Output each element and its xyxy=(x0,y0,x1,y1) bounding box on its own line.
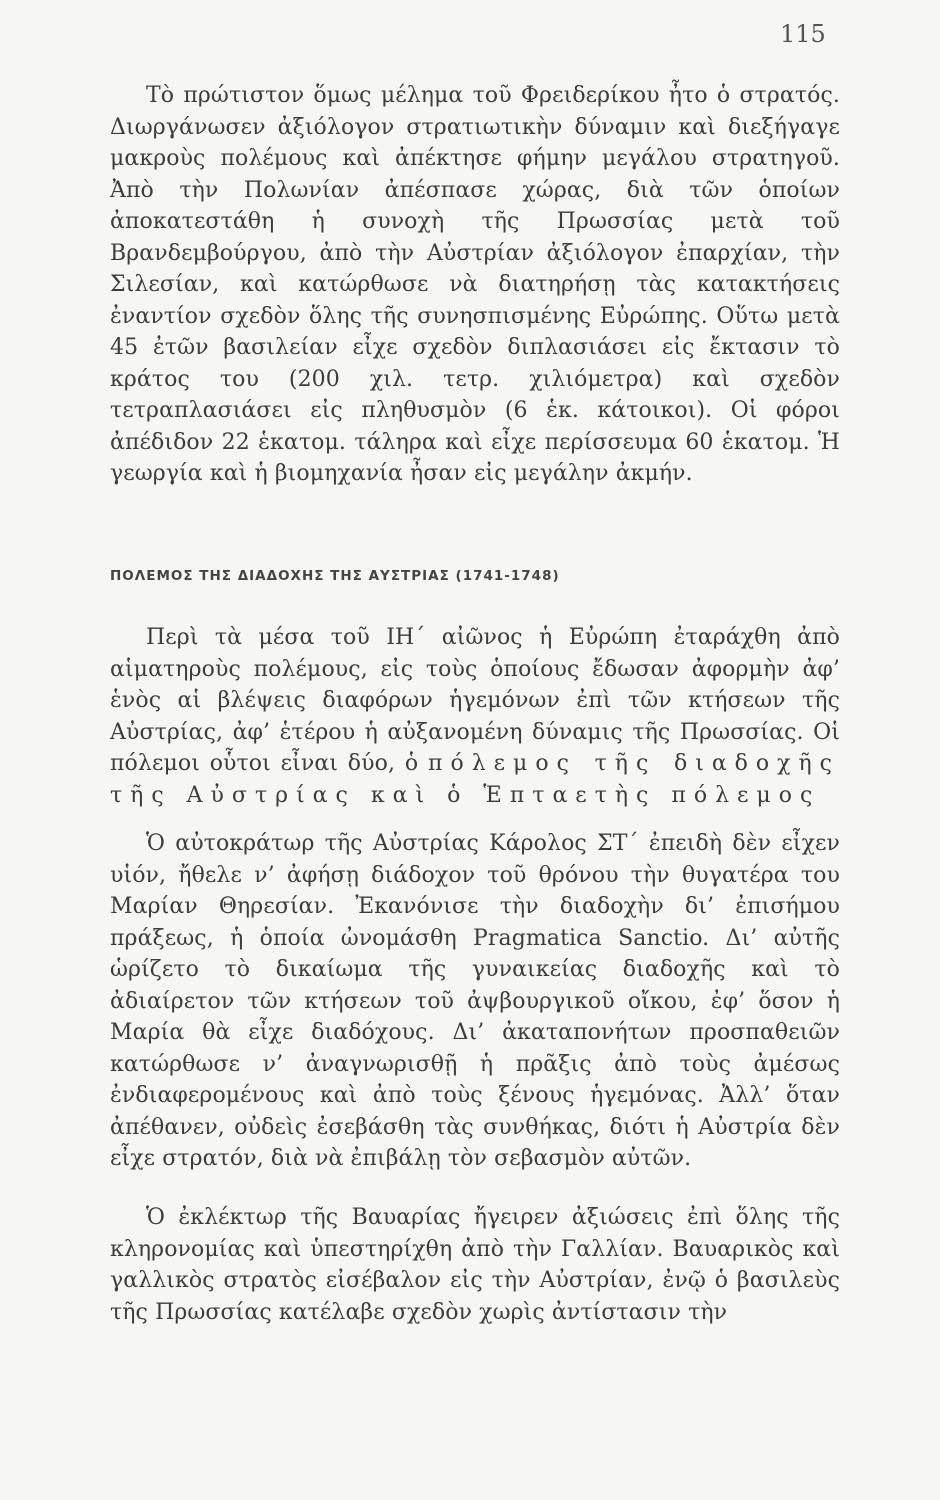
paragraph-text: Ὁ αὐτοκράτωρ τῆς Αὐστρίας Κάρολος ΣΤ΄ ἐπειδὴ δὲν εἶχεν υἱόν, ἤθελε ν’ ἀφήσῃ διάδοχον τοῦ θρόνου τὴν θυγατέρα του Μαρίαν Θηρεσίαν. Ἐκανόνισε τὴν διαδοχὴν δι’ ἐπισήμου πράξεως, ἡ ὁποία ὠνομάσθη Pragmatica Sanctio. Δι’ αὐτῆς ὡρίζετο τὸ δικαίωμα τῆς γυναικείας διαδοχῆς καὶ τὸ ἀδιαίρετον τῶν κτήσεων τοῦ ἀψβουργικοῦ οἴκου, ἐφ’ ὅσον ἡ Μαρία θὰ εἶχε διαδόχους. Δι’ ἀκαταπονήτων προσπαθειῶν κατώρθωσε ν’ ἀναγνωρισθῇ ἡ πρᾶξις ἀπὸ τοὺς ἀμέσως ἐνδιαφερομένους καὶ ἀπὸ τοὺς ξένους ἡγεμόνας. Ἀλλ’ ὅταν ἀπέθανεν, οὐδεὶς ἐσεβάσθη τὰς συνθήκας, διότι ἡ Αὐστρία δὲν εἶχε στρατόν, διὰ νὰ ἐπιβάλῃ τὸν σεβασμὸν αὐτῶν. xyxy=(110,831,840,1171)
paragraph-text: Τὸ πρώτιστον ὅμως μέλημα τοῦ Φρειδερίκου ἦτο ὁ στρατός. Διωργάνωσεν ἀξιόλογον στρατιωτικὴν δύναμιν καὶ διεξήγαγε μακροὺς πολέμους καὶ ἀπέκτησε φήμην μεγάλου στρατηγοῦ. Ἀπὸ τὴν Πολωνίαν ἀπέσπασε χώρας, διὰ τῶν ὁποίων ἀποκατεστάθη ἡ συνοχὴ τῆς Πρωσσίας μετὰ τοῦ Βρανδεμβούργου, ἀπὸ τὴν Αὐστρίαν ἀξιόλογον ἐπαρχίαν, τὴν Σιλεσίαν, καὶ κατώρθωσε νὰ διατηρήσῃ τὰς κατακτήσεις ἐναντίον σχεδὸν ὅλης τῆς συνησπισμένης Εὐρώπης. Οὕτω μετὰ 45 ἐτῶν βασιλείαν εἶχε σχεδὸν διπλασιάσει εἰς ἔκτασιν τὸ κράτος του (200 χιλ. τετρ. χιλιόμετρα) καὶ σχεδὸν τετραπλασιάσει εἰς πληθυσμὸν (6 ἑκ. κάτοικοι). Οἱ φόροι ἀπέδιδον 22 ἑκατομ. τάληρα καὶ εἶχε περίσσευμα 60 ἑκατομ. Ἡ γεωργία καὶ ἡ βιομηχανία ἦσαν εἰς μεγάλην ἀκμήν. xyxy=(110,83,840,486)
paragraph-text: Ὁ ἐκλέκτωρ τῆς Βαυαρίας ἤγειρεν ἀξιώσεις ἐπὶ ὅλης τῆς κληρονομίας καὶ ὑπεστηρίχθη ἀπὸ τὴν Γαλλίαν. Βαυαρικὸς καὶ γαλλικὸς στρατὸς εἰσέβαλον εἰς τὴν Αὐστρίαν, ἐνῷ ὁ βασιλεὺς τῆς Πρωσσίας κατέλαβε σχεδὸν χωρὶς ἀντίστασιν τὴν xyxy=(110,1205,840,1325)
paragraph-main-text: Περὶ τὰ μέσα τοῦ ΙΗ΄ αἰῶνος ἡ Εὐρώπη ἐταράχθη ἀπὸ αἱματηροὺς πολέμους, εἰς τοὺς ὁποίους ἔδωσαν ἀφορμὴν ἀφ’ ἑνὸς αἱ βλέψεις διαφόρων ἡγεμόνων ἐπὶ τῶν κτήσεων τῆς Αὐστρίας, ἀφ’ ἑτέρου ἡ αὐξανομένη δύναμις τῆς Πρωσσίας. Οἱ πόλεμοι οὗτοι εἶναι δύο, ὁ xyxy=(110,625,840,776)
paragraph-wars-intro xyxy=(110,622,840,811)
paragraph-charles-vi xyxy=(110,828,840,1175)
paragraph-bavaria xyxy=(110,1202,840,1328)
section-heading: ΠΟΛΕΜΟΣ ΤΗΣ ΔΙΑΔΟΧΗΣ ΤΗΣ ΑΥΣΤΡΙΑΣ (1741-1748) xyxy=(110,568,560,584)
page-number: 115 xyxy=(780,20,826,48)
spaced-emphasis-text: πόλεμος τῆς διαδοχῆς τῆς Αὐστρίας καὶ ὁ Ἑπταετὴς πόλεμος xyxy=(110,751,841,808)
paragraph-frederick-army xyxy=(110,80,840,490)
paragraph-text xyxy=(110,622,840,811)
